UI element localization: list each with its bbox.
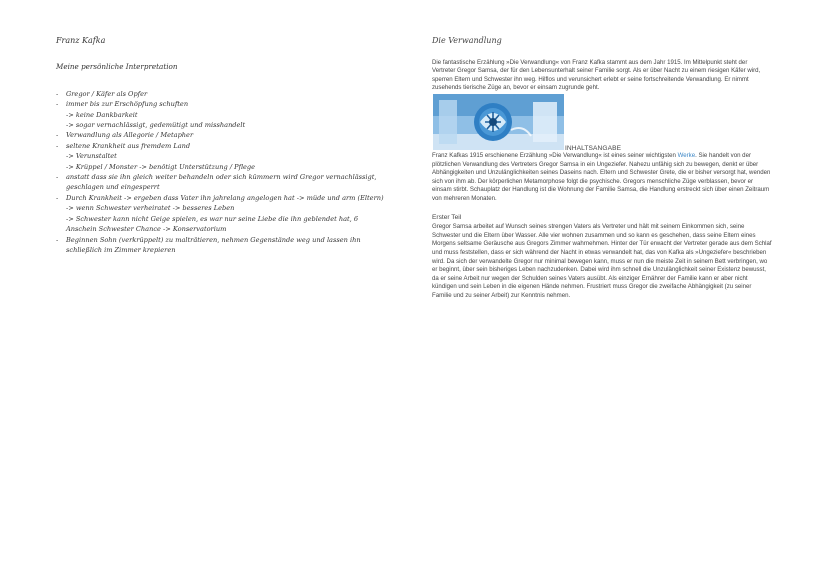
works-link[interactable]: Werke xyxy=(677,151,696,159)
note-subline: -> Schwester kann nicht Geige spielen, es war nur seine Liebe die ihn geblendet hat, 6 Anschein Schwester Chance -> Konservatorium xyxy=(66,214,359,234)
article-title: Die Verwandlung xyxy=(432,36,502,45)
note-subline: -> keine Dankbarkeit xyxy=(66,110,138,119)
summary-label: INHALTSANGABE xyxy=(565,145,622,153)
summary-text: Franz Kafkas 1915 erschienene Erzählung »Die Verwandlung« ist eines seiner wichtigsten xyxy=(432,151,678,159)
note-subline: -> wenn Schwester verheiratet -> besseres Leben xyxy=(66,204,235,213)
notes-column xyxy=(56,36,386,255)
note-subline: -> sogar vernachlässigt, gedemütigt und misshandelt xyxy=(66,121,246,130)
note-subline: -> Verunstaltet xyxy=(66,152,117,161)
note-line: - Verwandlung als Allegorie / Metapher xyxy=(56,130,386,140)
intro-paragraph: Die fantastische Erzählung »Die Verwandlung« von Franz Kafka stammt aus dem Jahr 1915. Im Mittelpunkt steht der Vertreter Gregor Samsa, der für den Lebensunterhalt seiner Familie sorgt. Als er über Nacht zu einem riesigen Käfer wird, sperren Eltern und Schwester ihn weg. Hilflos und verunsichert erlebt er seine fortschreitende Verwandlung. Er nimmt zusehends tierische Züge an, bevor er einsam zugrunde geht. xyxy=(432,58,761,92)
note-line: - Durch Krankheit -> ergeben dass Vater ihn jahrelang angelogen hat -> müde und arm (Eltern) xyxy=(56,193,386,203)
author-heading: Franz Kafka xyxy=(56,36,106,45)
notes-list xyxy=(56,89,386,256)
note-line: - Gregor / Käfer als Opfer xyxy=(56,89,386,99)
note-line: - immer bis zur Erschöpfung schuften xyxy=(56,99,386,109)
summary-paragraph xyxy=(432,152,772,204)
note-line: - anstatt dass sie ihn gleich weiter behandeln oder sich kümmern wird Gregor vernachlässigt, geschlagen und eingesperrt xyxy=(56,172,386,193)
article-column xyxy=(432,37,772,300)
section-paragraph: Gregor Samsa arbeitet auf Wunsch seines strengen Vaters als Vertreter und hält mit seinem Einkommen sich, seine Schwester und die Eltern über Wasser. Alle vier wohnen zusammen und so kann es geschehen, dass seine Eltern eines Morgens seltsame Geräusche aus Gregors Zimmer wahrnehmen. Hinter der Tür erwacht der Vertreter gerade aus dem Schlaf und muss feststellen, dass er sich während der Nacht in etwas verwandelt hat, das von Kafka als »Ungeziefer« beschrieben wird. Da sich der verwandelte Gregor nur minimal bewegen kann, muss er nun die meiste Zeit in seinem Bett verbringen, wo er beginnt, über sein bisheriges Leben nachzudenken. Dabei wird ihm schnell die Unzulänglichkeit seiner Existenz bewusst, da er seine Arbeit nur wegen der Schulden seines Vaters ausübt. Als einziger Ernährer der Familie kann er aber nicht kündigen und sein Leben in die eigenen Hände nehmen. Frustriert muss Gregor die zweifache Abhängigkeit (zu seiner Familie und zu seiner Arbeit) zur Kenntnis nehmen. xyxy=(432,223,772,299)
note-line: - Beginnen Sohn (verkrüppelt) zu malträtieren, nehmen Gegenstände weg und lassen ihn schließlich im Zimmer krepieren xyxy=(56,235,386,256)
note-line: - seltene Krankheit aus fremdem Land xyxy=(56,141,386,151)
summary-text-rest: . Sie handelt von der plötzlichen Verwandlung des Vertreters Gregor Samsa in ein Ungeziefer. Nahezu unfähig sich zu bewegen, denkt er über Abhängigkeiten und Unzulänglichkeiten seines Daseins nach. Eltern und Schwester Grete, die er bisher versorgt hat, wenden sich von ihm ab. Der körperlichen Metamorphose folgt die psychische. Gregors menschliche Züge verblassen, bevor er einsam stirbt. Schauplatz der Handlung ist die Wohnung der Familie Samsa, die Handlung erstreckt sich über einen Zeitraum von mehreren Monaten. xyxy=(432,151,771,202)
first-part-section xyxy=(432,214,772,301)
note-subline: -> Krüppel / Monster -> benötigt Unterstützung / Pflege xyxy=(66,162,256,171)
illustration-graphic xyxy=(433,94,564,150)
book-illustration xyxy=(433,94,564,150)
image-row xyxy=(432,94,772,152)
interpretation-heading: Meine persönliche Interpretation xyxy=(56,62,178,72)
section-heading: Erster Teil xyxy=(432,213,462,221)
